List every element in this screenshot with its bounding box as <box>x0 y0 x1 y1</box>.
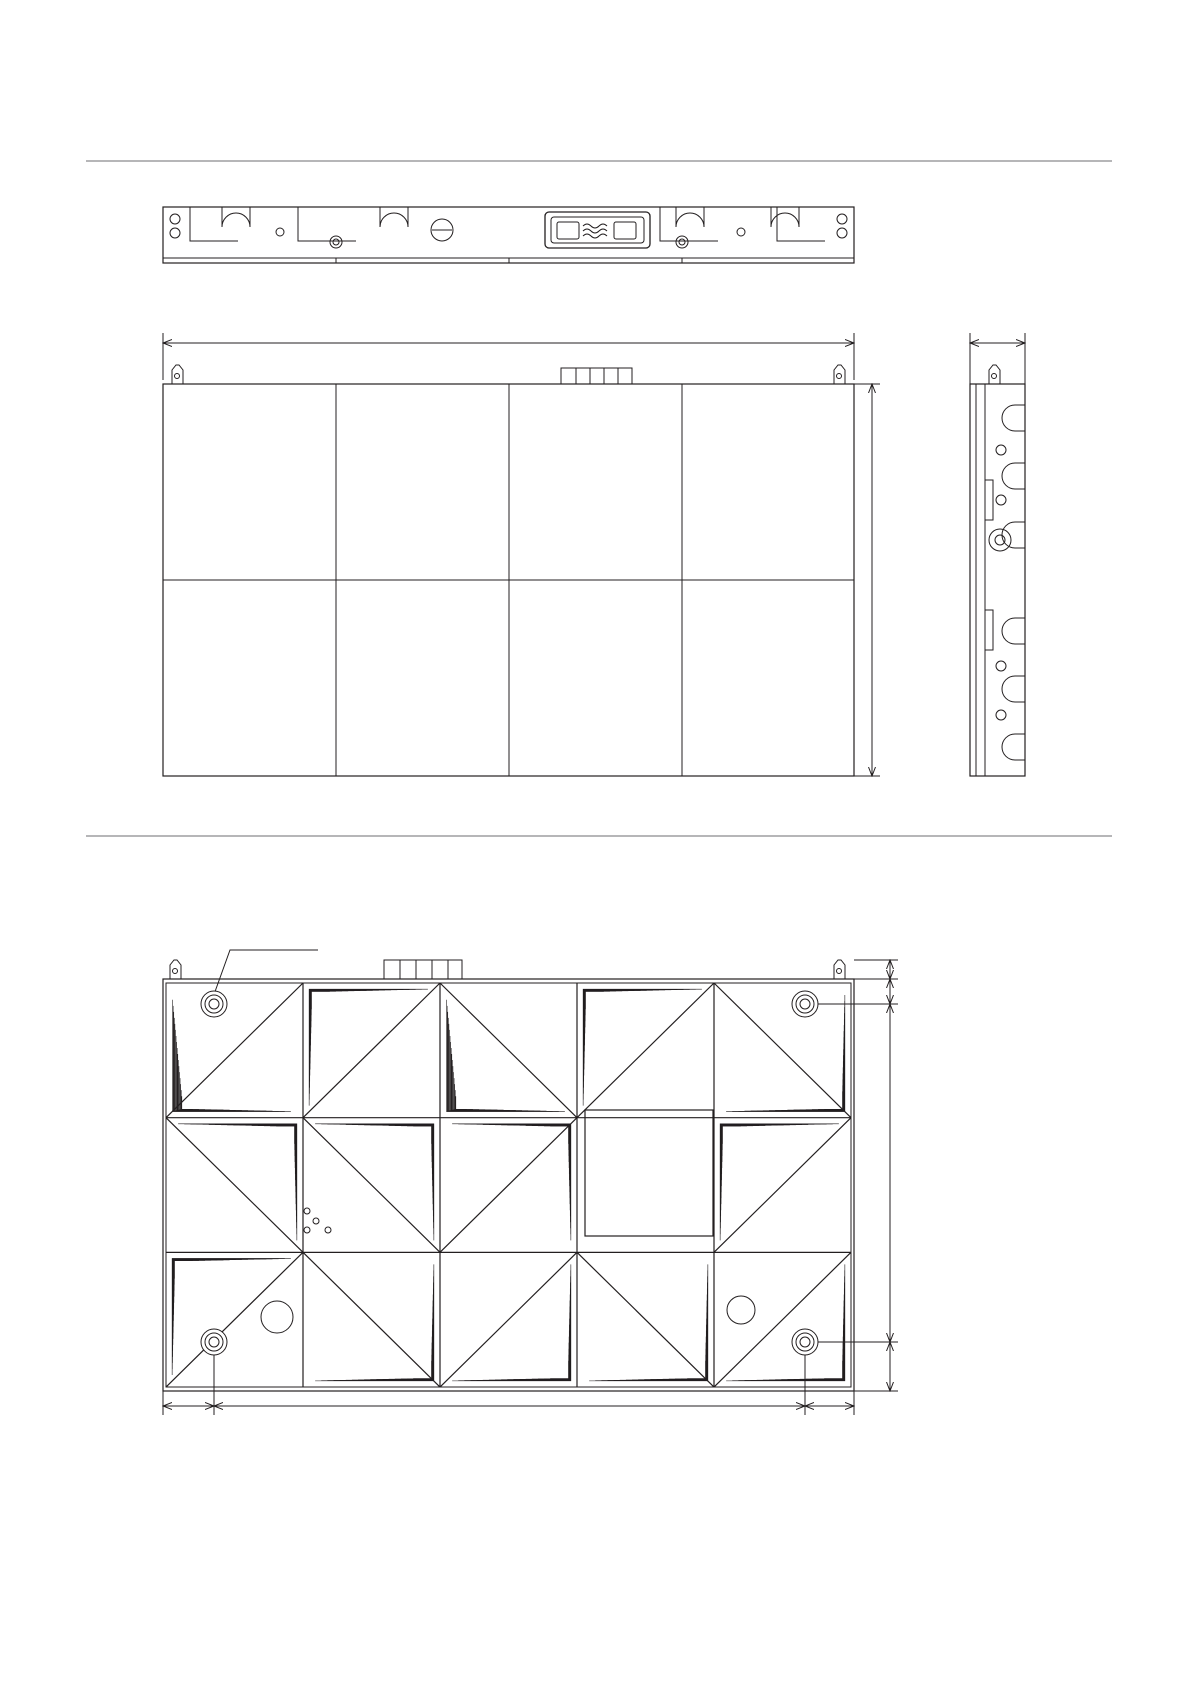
screw-boss-top-left <box>201 991 227 1017</box>
top-view <box>163 207 854 263</box>
front-view <box>163 333 880 776</box>
side-view <box>970 333 1025 776</box>
screw-boss-top-right <box>792 991 818 1017</box>
screw-boss-bottom-right <box>792 1329 818 1355</box>
screw-boss-bottom-left <box>201 1329 227 1355</box>
rear-view <box>163 950 898 1415</box>
rear-leader-line <box>212 950 318 1000</box>
